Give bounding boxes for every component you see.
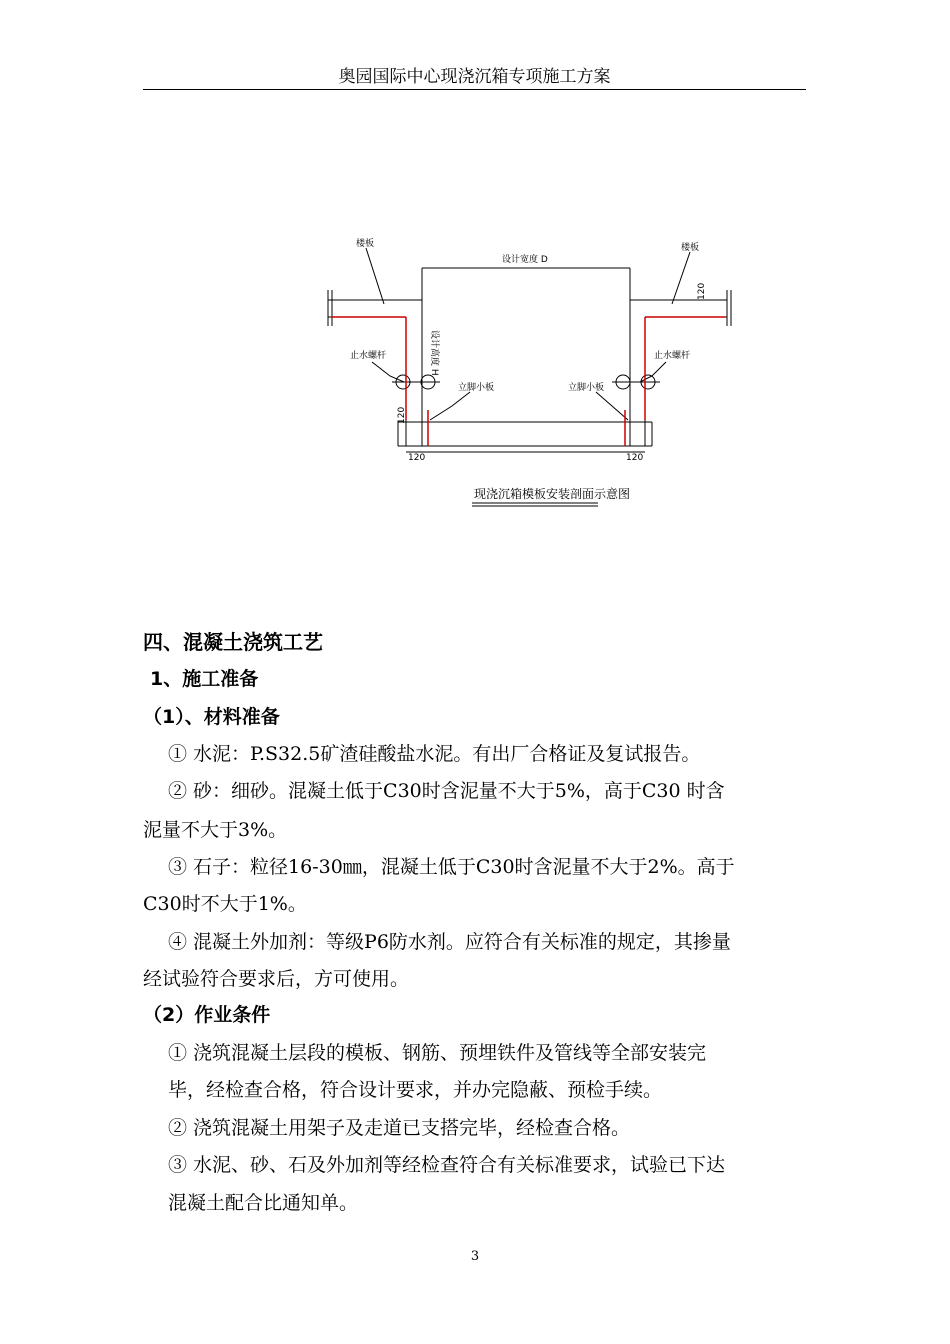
label-floor-right: 楼板 <box>681 243 700 253</box>
page-number: 3 <box>470 1249 480 1264</box>
label-floor-left: 楼板 <box>356 239 375 249</box>
leader-board-right <box>596 392 628 420</box>
paragraph-line: C30时不大于1%。 <box>143 893 307 915</box>
label-dim-120-bottom-left: 120 <box>408 453 426 463</box>
paragraph-line: 泥量不大于3%。 <box>143 819 288 841</box>
label-design-height: 设计高度 H <box>429 330 439 376</box>
leader-floor-right <box>672 252 690 304</box>
section-title: 四、混凝土浇筑工艺 <box>143 630 323 654</box>
leader-bolt-right <box>640 362 666 382</box>
label-bolt-left: 止水螺杆 <box>350 351 387 361</box>
label-dim-120-right: 120 <box>697 282 707 300</box>
figure-caption: 现浇沉箱模板安装剖面示意图 <box>474 487 631 501</box>
subsection-title: 1、施工准备 <box>150 668 259 690</box>
paragraph-line: ③ 水泥、砂、石及外加剂等经检查符合有关标准要求，试验已下达 <box>168 1154 726 1176</box>
leader-floor-left <box>366 248 384 304</box>
subsubsection-title-materials: （1）、材料准备 <box>143 706 280 728</box>
label-dim-120-left: 120 <box>397 406 407 424</box>
paragraph-line: 混凝土配合比通知单。 <box>168 1192 359 1214</box>
paragraph-line: 毕，经检查合格，符合设计要求，并办完隐蔽、预检手续。 <box>168 1079 663 1101</box>
label-dim-120-bottom-right: 120 <box>626 453 644 463</box>
leader-bolt-left <box>372 362 404 382</box>
paragraph-line: ④ 混凝土外加剂：等级P6防水剂。应符合有关标准的规定，其掺量 <box>168 931 731 953</box>
paragraph-line: ① 水泥：P.S32.5矿渣硅酸盐水泥。有出厂合格证及复试报告。 <box>168 743 701 765</box>
paragraph-line: ③ 石子：粒径16-30㎜，混凝土低于C30时含泥量不大于2%。高于 <box>168 856 735 878</box>
paragraph-line: 经试验符合要求后，方可使用。 <box>143 968 410 990</box>
paragraph-line: ② 砂：细砂。混凝土低于C30时含泥量不大于5%，高于C30 时含 <box>168 780 725 802</box>
leader-board-left <box>430 392 470 420</box>
paragraph-line: ① 浇筑混凝土层段的模板、钢筋、预埋铁件及管线等全部安装完 <box>168 1042 707 1064</box>
label-small-board-left: 立脚小板 <box>458 383 495 393</box>
label-small-board-right: 立脚小板 <box>568 383 605 393</box>
page-header-title: 奥园国际中心现浇沉箱专项施工方案 <box>338 67 611 87</box>
label-bolt-right: 止水螺杆 <box>654 351 691 361</box>
caisson-formwork-section-figure <box>318 225 738 525</box>
subsubsection-title-conditions: （2）作业条件 <box>143 1004 271 1026</box>
paragraph-line: ② 浇筑混凝土用架子及走道已支搭完毕，经检查合格。 <box>168 1117 631 1139</box>
label-design-width: 设计宽度 D <box>502 255 548 265</box>
header-rule <box>143 89 806 90</box>
